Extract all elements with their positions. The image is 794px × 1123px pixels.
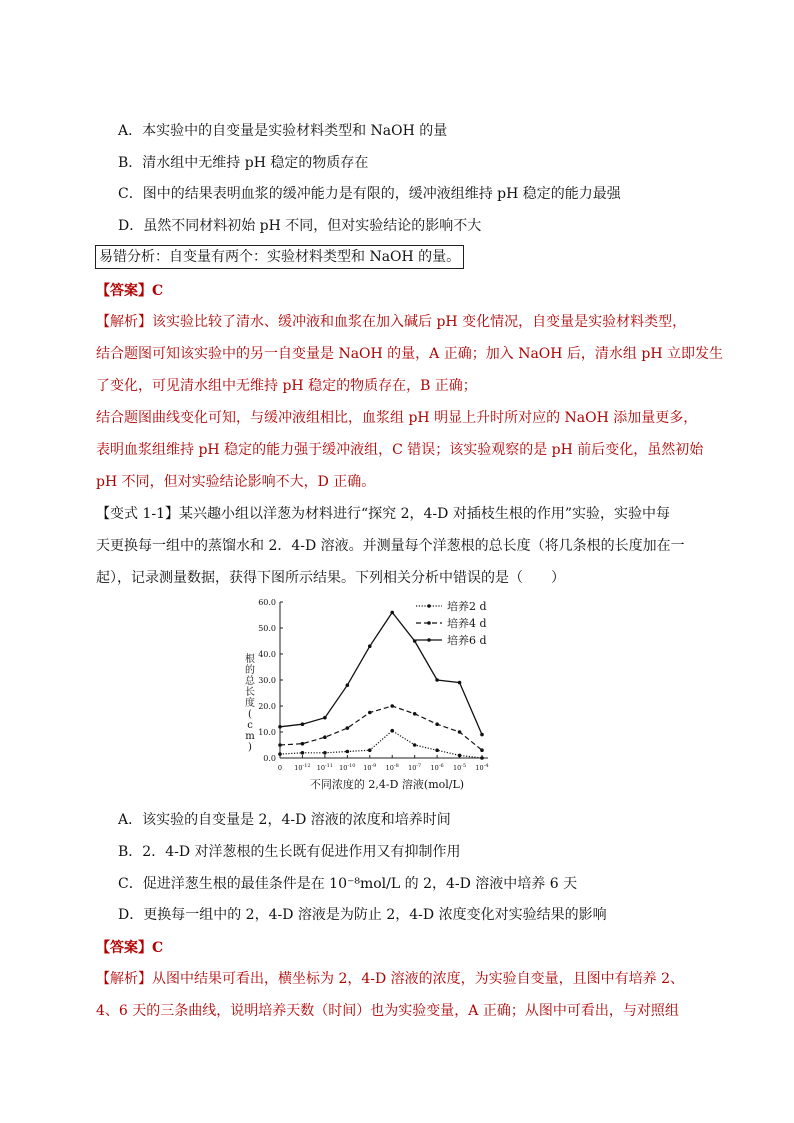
data-point xyxy=(458,730,462,734)
y-tick-label: 10.0 xyxy=(258,728,276,737)
y-tick-label: 20.0 xyxy=(258,702,276,711)
legend-label: 培养2 d xyxy=(447,600,487,613)
x-tick-label: $10^{-10}$ xyxy=(339,763,356,772)
data-point xyxy=(480,756,484,760)
explanation-line: 结合题图可知该实验中的另一自变量是 NaOH 的量，A 正确；加入 NaOH 后，清水组 pH 立即发生 xyxy=(96,346,723,362)
y-axis-label-group xyxy=(245,652,256,753)
data-point xyxy=(323,735,327,739)
explanation-line: 【解析】该实验比较了清水、缓冲液和血浆在加入碱后 pH 变化情况，自变量是实验材料类型， xyxy=(96,314,687,330)
error-analysis-box: 易错分析：自变量有两个：实验材料类型和 NaOH 的量。 xyxy=(95,245,464,269)
explanation-line: 了变化，可见清水组中无维持 pH 稳定的物质存在，B 正确； xyxy=(96,378,477,394)
data-point xyxy=(278,743,282,747)
explanation-line: 【解析】从图中结果可看出，横坐标为 2，4-D 溶液的浓度，为实验自变量，且图中有培养 2、 xyxy=(96,971,685,987)
data-point xyxy=(435,748,439,752)
data-point xyxy=(323,716,327,720)
data-point xyxy=(480,733,484,737)
option-a: A．本实验中的自变量是实验材料类型和 NaOH 的量 xyxy=(118,123,448,139)
data-point xyxy=(346,750,350,754)
x-tick-label: $10^{-8}$ xyxy=(385,763,399,772)
explanation-line: pH 不同，但对实验结论影响不大，D 正确。 xyxy=(96,474,376,490)
data-point xyxy=(301,742,305,746)
option-c: C．促进洋葱生根的最佳条件是在 10⁻⁸mol/L 的 2，4-D 溶液中培养 6 天 xyxy=(118,876,578,892)
series-line xyxy=(280,731,482,758)
data-point xyxy=(346,726,350,730)
data-point xyxy=(413,743,417,747)
series-line xyxy=(280,612,482,734)
data-point xyxy=(458,754,462,758)
answer-label: 【答案】C xyxy=(96,283,164,299)
data-point xyxy=(278,725,282,729)
data-point xyxy=(301,751,305,755)
y-tick-label: 40.0 xyxy=(258,650,276,659)
stem-line: 【变式 1-1】某兴趣小组以洋葱为材料进行“探究 2，4-D 对插枝生根的作用”实验，实验中每 xyxy=(96,506,670,522)
data-point xyxy=(458,681,462,685)
option-a: A．该实验的自变量是 2，4-D 溶液的浓度和培养时间 xyxy=(118,812,451,828)
y-tick-label: 0.0 xyxy=(263,754,276,763)
chart-canvas xyxy=(232,592,532,792)
y-tick-label: 50.0 xyxy=(258,624,276,633)
data-point xyxy=(278,752,282,756)
data-point xyxy=(435,678,439,682)
explanation-line: 结合题图曲线变化可知，与缓冲液组相比，血浆组 pH 明显上升时所对应的 NaOH 添加量更多， xyxy=(96,410,698,426)
data-point xyxy=(301,722,305,726)
explanation-line: 4、6 天的三条曲线，说明培养天数（时间）也为实验变量，A 正确；从图中可看出，与对照组 xyxy=(96,1003,679,1019)
root-length-chart xyxy=(232,592,532,792)
explanation-line: 表明血浆组维持 pH 稳定的能力强于缓冲液组，C 错误；该实验观察的是 pH 前后变化，虽然初始 xyxy=(96,442,704,458)
answer-label: 【答案】C xyxy=(96,940,164,956)
data-point xyxy=(480,748,484,752)
option-c: C．图中的结果表明血浆的缓冲能力是有限的，缓冲液组维持 pH 稳定的能力最强 xyxy=(118,186,621,202)
x-tick-label: $10^{-12}$ xyxy=(294,763,311,772)
y-axis-label: 根的总长度( c m ) xyxy=(245,654,255,753)
data-point xyxy=(368,748,372,752)
x-tick-label: $10^{-11}$ xyxy=(316,763,334,772)
data-point xyxy=(390,704,394,708)
data-point xyxy=(413,712,417,716)
data-point xyxy=(390,729,394,733)
data-point xyxy=(323,751,327,755)
stem-line: 起），记录测量数据，获得下图所示结果。下列相关分析中错误的是（ ） xyxy=(96,570,565,586)
data-point xyxy=(413,639,417,643)
data-point xyxy=(390,611,394,615)
data-point xyxy=(435,722,439,726)
option-d: D．更换每一组中的 2，4-D 溶液是为防止 2，4-D 浓度变化对实验结果的影响 xyxy=(118,907,607,923)
x-tick-label: 0 xyxy=(277,764,283,772)
legend-marker xyxy=(427,604,431,608)
x-axis-label: 不同浓度的 2,4-D 溶液(mol/L) xyxy=(309,778,465,791)
data-point xyxy=(368,644,372,648)
legend-marker xyxy=(427,621,431,625)
stem-line: 天更换每一组中的蒸馏水和 2．4-D 溶液。并测量每个洋葱根的总长度（将几条根的长度加在一 xyxy=(96,538,685,554)
y-tick-label: 30.0 xyxy=(258,676,276,685)
data-point xyxy=(368,711,372,715)
legend-marker xyxy=(427,638,431,642)
x-tick-label: $10^{-9}$ xyxy=(363,763,377,772)
series-line xyxy=(280,706,482,750)
option-b: B．清水组中无维持 pH 稳定的物质存在 xyxy=(118,155,369,171)
option-d: D．虽然不同材料初始 pH 不同，但对实验结论的影响不大 xyxy=(118,218,482,234)
y-tick-label: 60.0 xyxy=(258,598,276,607)
x-tick-label: $10^{-6}$ xyxy=(430,763,444,772)
x-tick-label: $10^{-7}$ xyxy=(408,763,422,772)
legend-label: 培养6 d xyxy=(447,634,487,647)
data-point xyxy=(346,683,350,687)
x-tick-label: $10^{-5}$ xyxy=(452,763,467,772)
x-tick-label: $10^{-4}$ xyxy=(475,763,489,772)
legend-label: 培养4 d xyxy=(447,617,487,630)
option-b: B．2．4-D 对洋葱根的生长既有促进作用又有抑制作用 xyxy=(118,844,461,860)
